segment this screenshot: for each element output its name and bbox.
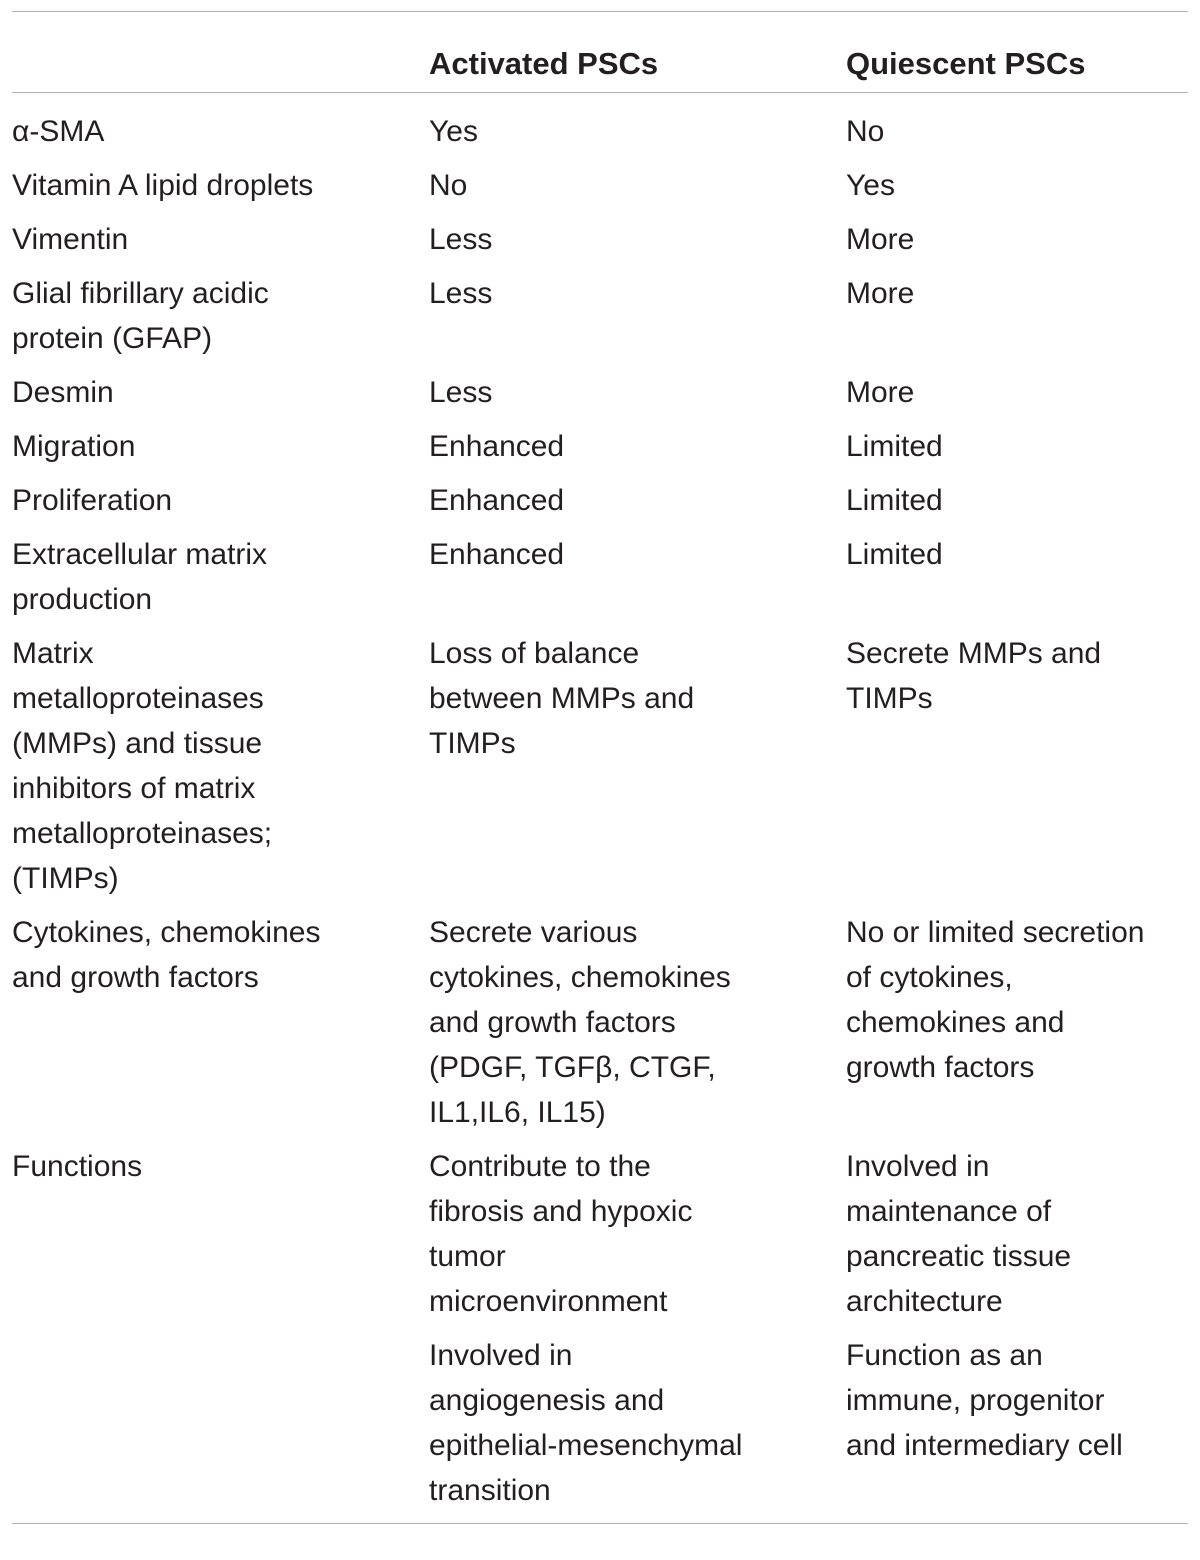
activated-cell-text: cytokines, chemokines	[429, 961, 731, 994]
feature-cell	[12, 370, 429, 415]
activated-cell-text: No	[429, 169, 468, 202]
feature-cell	[12, 478, 429, 523]
activated-cell	[429, 109, 846, 154]
quiescent-cell-text: More	[846, 376, 915, 409]
feature-text: Desmin	[12, 376, 114, 409]
quiescent-cell-text: Involved in	[846, 1150, 990, 1183]
quiescent-cell	[846, 271, 1188, 361]
activated-cell-paragraph	[429, 478, 846, 523]
activated-cell	[429, 217, 846, 262]
quiescent-cell	[846, 631, 1188, 901]
quiescent-cell	[846, 910, 1188, 1135]
header-quiescent: Quiescent PSCs	[846, 46, 1086, 81]
feature-text: (TIMPs)	[12, 862, 119, 895]
feature-cell	[12, 631, 429, 901]
feature-text: Migration	[12, 430, 136, 463]
quiescent-cell-text: Yes	[846, 169, 895, 202]
feature-text: α-SMA	[12, 115, 105, 148]
activated-cell-text: epithelial-mesenchymal	[429, 1429, 743, 1462]
activated-cell	[429, 163, 846, 208]
feature-text: metalloproteinases	[12, 682, 264, 715]
activated-cell-text: angiogenesis and	[429, 1384, 665, 1417]
table-row	[12, 532, 1188, 622]
feature-cell	[12, 1144, 429, 1513]
quiescent-cell-text: and intermediary cell	[846, 1429, 1123, 1462]
quiescent-cell-text: No or limited secretion	[846, 916, 1145, 949]
activated-cell-paragraph	[429, 109, 846, 154]
activated-cell-text: Enhanced	[429, 484, 565, 517]
quiescent-cell-text: More	[846, 223, 915, 256]
activated-cell-paragraph	[429, 1144, 846, 1324]
feature-text: inhibitors of matrix	[12, 772, 256, 805]
activated-cell-paragraph	[429, 424, 846, 469]
activated-cell-paragraph	[429, 631, 846, 766]
activated-cell-paragraph	[429, 370, 846, 415]
quiescent-cell	[846, 370, 1188, 415]
quiescent-cell-text: Function as an	[846, 1339, 1043, 1372]
quiescent-cell-text: Limited	[846, 484, 943, 517]
quiescent-cell	[846, 163, 1188, 208]
feature-cell	[12, 163, 429, 208]
activated-cell-text: Contribute to the	[429, 1150, 651, 1183]
quiescent-cell-paragraph	[846, 532, 1188, 577]
quiescent-cell	[846, 1144, 1188, 1513]
quiescent-cell-text: Limited	[846, 538, 943, 571]
table-row	[12, 370, 1188, 415]
quiescent-cell-text: of cytokines,	[846, 961, 1013, 994]
table-row	[12, 271, 1188, 361]
feature-cell	[12, 532, 429, 622]
activated-cell-text: microenvironment	[429, 1285, 668, 1318]
activated-cell-paragraph	[429, 163, 846, 208]
feature-text: Glial fibrillary acidic	[12, 277, 269, 310]
feature-text: Extracellular matrix	[12, 538, 268, 571]
activated-cell-text: Less	[429, 223, 493, 256]
activated-cell	[429, 1144, 846, 1513]
quiescent-cell-text: More	[846, 277, 915, 310]
feature-text: metalloproteinases;	[12, 817, 273, 850]
comparison-table	[12, 11, 1188, 1524]
activated-cell-text: tumor	[429, 1240, 506, 1273]
feature-cell	[12, 424, 429, 469]
quiescent-cell-text: chemokines and	[846, 1006, 1065, 1039]
quiescent-cell-paragraph	[846, 478, 1188, 523]
activated-cell-paragraph	[429, 217, 846, 262]
quiescent-cell	[846, 532, 1188, 622]
activated-cell-text: transition	[429, 1474, 551, 1507]
table-row	[12, 163, 1188, 208]
feature-cell	[12, 910, 429, 1135]
quiescent-cell-paragraph	[846, 271, 1188, 316]
feature-cell	[12, 217, 429, 262]
feature-text: Proliferation	[12, 484, 173, 517]
activated-cell	[429, 532, 846, 622]
table-row	[12, 478, 1188, 523]
feature-text: Vitamin A lipid droplets	[12, 169, 314, 202]
table-row	[12, 217, 1188, 262]
activated-cell-text: Involved in	[429, 1339, 573, 1372]
quiescent-cell-text: architecture	[846, 1285, 1003, 1318]
activated-cell-text: Loss of balance	[429, 637, 640, 670]
activated-cell	[429, 271, 846, 361]
activated-cell-text: Yes	[429, 115, 478, 148]
quiescent-cell-paragraph	[846, 631, 1188, 721]
quiescent-cell-paragraph	[846, 910, 1188, 1090]
activated-cell-paragraph	[429, 271, 846, 316]
quiescent-cell-text: growth factors	[846, 1051, 1035, 1084]
activated-cell-text: Secrete various	[429, 916, 638, 949]
table-header	[12, 12, 1188, 92]
activated-cell-text: (PDGF, TGFβ, CTGF,	[429, 1051, 716, 1084]
bottom-rule	[12, 1523, 1188, 1524]
quiescent-cell-paragraph	[846, 1144, 1188, 1324]
activated-cell-text: IL1,IL6, IL15)	[429, 1096, 606, 1129]
quiescent-cell-text: No	[846, 115, 885, 148]
quiescent-cell	[846, 217, 1188, 262]
quiescent-cell-text: Secrete MMPs and	[846, 637, 1102, 670]
activated-cell	[429, 424, 846, 469]
activated-cell-text: and growth factors	[429, 1006, 676, 1039]
activated-cell-paragraph	[429, 532, 846, 577]
quiescent-cell	[846, 478, 1188, 523]
feature-text: and growth factors	[12, 961, 259, 994]
quiescent-cell	[846, 424, 1188, 469]
activated-cell-text: Enhanced	[429, 538, 565, 571]
activated-cell	[429, 631, 846, 901]
feature-text: production	[12, 583, 153, 616]
quiescent-cell-paragraph	[846, 424, 1188, 469]
activated-cell-text: Less	[429, 277, 493, 310]
feature-text: Vimentin	[12, 223, 129, 256]
quiescent-cell-paragraph	[846, 109, 1188, 154]
table-row	[12, 424, 1188, 469]
quiescent-cell-text: pancreatic tissue	[846, 1240, 1072, 1273]
activated-cell-text: TIMPs	[429, 727, 516, 760]
feature-cell	[12, 109, 429, 154]
quiescent-cell-paragraph	[846, 217, 1188, 262]
activated-cell-text: between MMPs and	[429, 682, 695, 715]
activated-cell	[429, 910, 846, 1135]
table-row	[12, 1144, 1188, 1513]
quiescent-cell-text: maintenance of	[846, 1195, 1052, 1228]
table-row	[12, 910, 1188, 1135]
quiescent-cell-text: TIMPs	[846, 682, 933, 715]
activated-cell	[429, 370, 846, 415]
activated-cell-text: Less	[429, 376, 493, 409]
quiescent-cell	[846, 109, 1188, 154]
activated-cell-text: fibrosis and hypoxic	[429, 1195, 693, 1228]
feature-cell	[12, 271, 429, 361]
activated-cell-paragraph	[429, 1333, 846, 1513]
feature-text: Functions	[12, 1150, 143, 1183]
feature-text: (MMPs) and tissue	[12, 727, 263, 760]
activated-cell-text: Enhanced	[429, 430, 565, 463]
feature-text: protein (GFAP)	[12, 322, 213, 355]
table-row	[12, 631, 1188, 901]
feature-text: Matrix	[12, 637, 94, 670]
header-activated: Activated PSCs	[429, 46, 659, 81]
quiescent-cell-paragraph	[846, 163, 1188, 208]
activated-cell	[429, 478, 846, 523]
activated-cell-paragraph	[429, 910, 846, 1135]
quiescent-cell-paragraph	[846, 370, 1188, 415]
quiescent-cell-text: immune, progenitor	[846, 1384, 1105, 1417]
quiescent-cell-text: Limited	[846, 430, 943, 463]
table-body	[12, 93, 1188, 1523]
table-row	[12, 109, 1188, 154]
feature-text: Cytokines, chemokines	[12, 916, 321, 949]
quiescent-cell-paragraph	[846, 1333, 1188, 1468]
